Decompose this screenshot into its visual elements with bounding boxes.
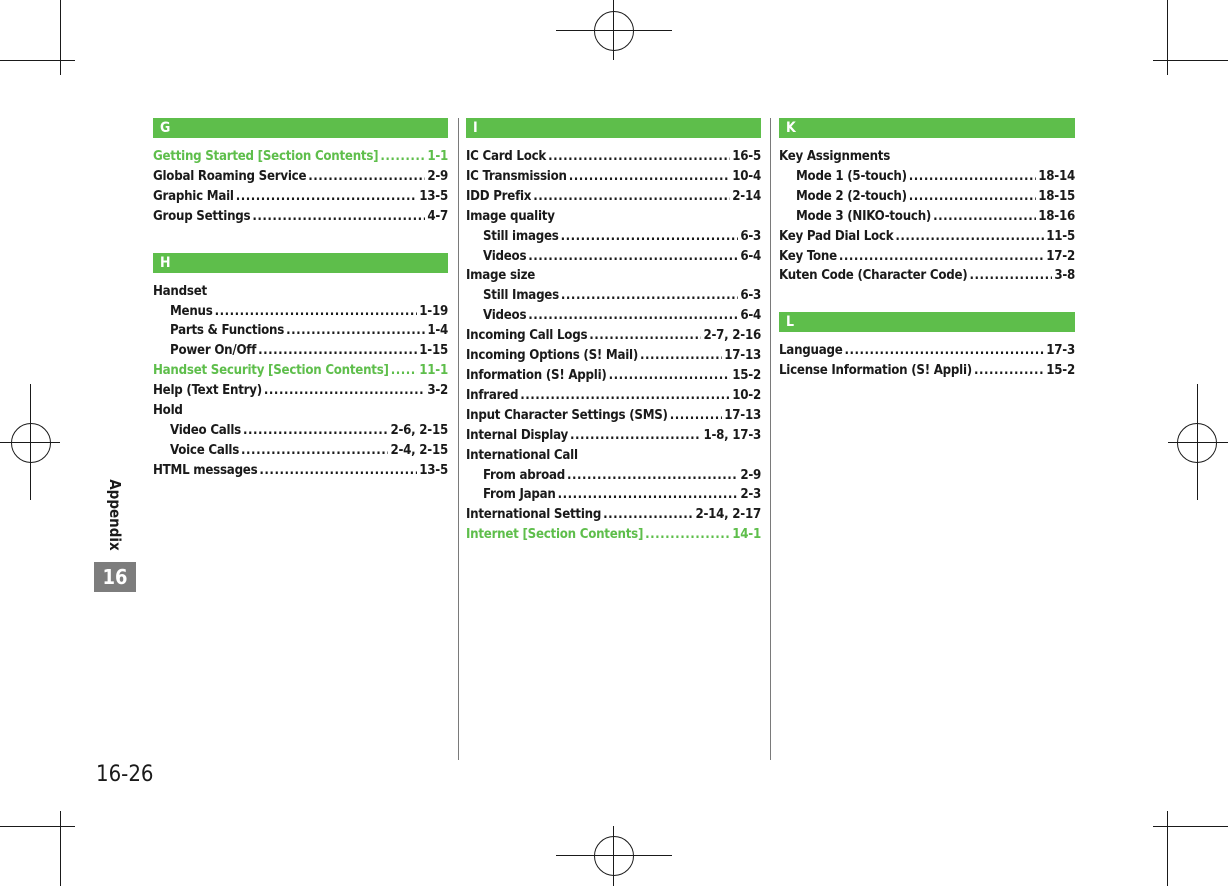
index-column-3	[779, 118, 1075, 381]
entry-label: Videos	[483, 308, 527, 324]
entry-label: Menus	[170, 303, 213, 319]
entry-page-ref: 17-3	[1046, 343, 1075, 359]
entry-page-ref: 18-16	[1038, 208, 1075, 224]
index-entry	[466, 167, 761, 187]
entry-page-ref: 17-2	[1046, 248, 1075, 264]
entry-page-ref: 13-5	[419, 462, 448, 478]
index-entry	[466, 485, 761, 505]
entry-label: International Setting	[466, 507, 602, 523]
section-spacer	[779, 286, 1075, 312]
dot-leader	[909, 187, 1037, 203]
dot-leader	[895, 227, 1044, 243]
entry-page-ref: 18-15	[1038, 188, 1075, 204]
entry-label: Key Assignments	[779, 149, 891, 164]
dot-leader	[520, 386, 730, 402]
index-entry	[466, 286, 761, 306]
index-link-entry[interactable]	[153, 147, 448, 167]
entry-label: Global Roaming Service	[153, 168, 307, 184]
index-link-entry[interactable]	[153, 361, 448, 381]
dot-leader	[569, 167, 731, 183]
page-number: 16-26	[96, 762, 154, 787]
index-entry	[153, 461, 448, 481]
entry-label: Internal Display	[466, 427, 568, 443]
entry-label: Help (Text Entry)	[153, 383, 262, 399]
entry-page-ref: 14-1	[732, 527, 761, 543]
dot-leader	[589, 326, 701, 342]
entry-page-ref: 6-4	[740, 308, 761, 324]
dot-leader	[558, 485, 739, 501]
dot-leader	[264, 381, 425, 397]
entry-label: Handset	[153, 283, 207, 299]
index-entry	[466, 187, 761, 207]
entry-page-ref: 1-1	[427, 149, 448, 164]
dot-leader	[243, 421, 388, 437]
dot-leader	[308, 167, 425, 183]
dot-leader	[609, 366, 731, 382]
dot-leader	[670, 406, 723, 422]
dot-leader	[533, 187, 730, 203]
dot-leader	[528, 306, 738, 322]
entry-label: Still images	[483, 228, 559, 244]
column-divider	[770, 118, 771, 760]
section-spacer	[153, 227, 448, 253]
entry-label: From abroad	[483, 467, 566, 483]
index-group-heading	[466, 207, 761, 227]
entry-page-ref: 10-4	[732, 168, 761, 184]
entry-label: Incoming Options (S! Mail)	[466, 348, 639, 364]
entry-page-ref: 2-9	[740, 467, 761, 483]
entry-page-ref: 2-14	[732, 188, 761, 204]
dot-leader	[528, 247, 738, 263]
index-entry	[466, 466, 761, 486]
dot-leader	[236, 187, 418, 203]
entry-label: License Information (S! Appli)	[779, 363, 972, 379]
section-header-h: H	[153, 253, 448, 273]
index-column-2	[466, 118, 761, 545]
entry-page-ref: 3-8	[1054, 268, 1075, 284]
entry-label: Video Calls	[170, 422, 241, 438]
index-entry	[153, 341, 448, 361]
entry-page-ref: 1-4	[427, 323, 448, 339]
dot-leader	[391, 361, 418, 377]
dot-leader	[603, 505, 693, 521]
index-entry	[466, 247, 761, 267]
entry-page-ref: 2-7, 2-16	[703, 328, 761, 344]
entry-page-ref: 1-8, 17-3	[703, 427, 761, 443]
dot-leader	[839, 247, 1044, 263]
entry-label: From Japan	[483, 487, 556, 503]
entry-label: Hold	[153, 403, 183, 419]
entry-page-ref: 1-15	[419, 343, 448, 359]
index-entry	[466, 505, 761, 525]
dot-leader	[258, 341, 417, 357]
entry-page-ref: 11-5	[1046, 228, 1075, 244]
section-header-i: I	[466, 118, 761, 138]
section-header-g: G	[153, 118, 448, 138]
entry-label: Information (S! Appli)	[466, 367, 607, 383]
entry-label: Mode 3 (NIKO-touch)	[796, 208, 932, 224]
index-entry	[466, 386, 761, 406]
index-group-heading	[779, 147, 1075, 167]
entry-page-ref: 4-7	[427, 208, 448, 224]
index-entry	[779, 247, 1075, 267]
index-entry	[779, 266, 1075, 286]
index-entry	[153, 207, 448, 227]
index-entry	[466, 306, 761, 326]
entry-page-ref: 2-6, 2-15	[390, 422, 448, 438]
entry-label: Mode 1 (5-touch)	[796, 168, 907, 184]
section-header-l: L	[779, 312, 1075, 332]
entry-page-ref: 2-9	[427, 168, 448, 184]
entry-page-ref: 2-4, 2-15	[390, 442, 448, 458]
entry-page-ref: 17-13	[724, 407, 761, 423]
entry-label: IC Card Lock	[466, 149, 547, 164]
index-entry	[466, 227, 761, 247]
index-group-heading	[153, 401, 448, 421]
entry-label: Power On/Off	[170, 343, 257, 359]
entry-label: HTML messages	[153, 462, 258, 478]
dot-leader	[567, 466, 738, 482]
entry-page-ref: 6-3	[740, 228, 761, 244]
index-entry	[153, 302, 448, 322]
dot-leader	[241, 441, 388, 457]
dot-leader	[286, 321, 425, 337]
entry-label: Kuten Code (Character Code)	[779, 268, 968, 284]
entry-page-ref: 15-2	[1046, 363, 1075, 379]
dot-leader	[974, 361, 1044, 377]
index-entry	[779, 167, 1075, 187]
dot-leader	[215, 302, 418, 318]
entry-label: International Call	[466, 447, 578, 463]
entry-label: Image size	[466, 268, 536, 284]
index-entry	[153, 167, 448, 187]
dot-leader	[640, 346, 722, 362]
appendix-side-label	[100, 470, 130, 560]
entry-label: Mode 2 (2-touch)	[796, 188, 907, 204]
entry-page-ref: 15-2	[732, 367, 761, 383]
entry-page-ref: 3-2	[427, 383, 448, 399]
entry-label: IDD Prefix	[466, 188, 532, 204]
entry-label: Voice Calls	[170, 442, 240, 458]
entry-page-ref: 10-2	[732, 387, 761, 403]
index-entry	[466, 346, 761, 366]
entry-page-ref: 17-13	[724, 348, 761, 364]
entry-label: Internet [Section Contents]	[466, 527, 644, 543]
entry-label: Still Images	[483, 288, 559, 304]
entry-label: Key Tone	[779, 248, 837, 264]
entry-label: Image quality	[466, 208, 555, 224]
index-entry	[779, 361, 1075, 381]
entry-page-ref: 6-4	[740, 248, 761, 264]
dot-leader	[933, 207, 1036, 223]
entry-label: Incoming Call Logs	[466, 328, 588, 344]
index-entry	[153, 421, 448, 441]
index-group-heading	[153, 282, 448, 302]
appendix-label-text: Appendix	[106, 479, 124, 551]
entry-page-ref: 2-14, 2-17	[695, 507, 761, 523]
index-entry	[779, 187, 1075, 207]
dot-leader	[561, 227, 739, 243]
entry-label: Language	[779, 343, 843, 359]
entry-label: Input Character Settings (SMS)	[466, 407, 668, 423]
entry-page-ref: 13-5	[419, 188, 448, 204]
index-entry	[466, 366, 761, 386]
entry-page-ref: 2-3	[740, 487, 761, 503]
index-entry	[466, 426, 761, 446]
index-group-heading	[466, 266, 761, 286]
index-link-entry[interactable]	[466, 525, 761, 545]
dot-leader	[252, 207, 425, 223]
dot-leader	[570, 426, 702, 442]
chapter-number-tab: 16	[94, 562, 136, 592]
index-entry	[153, 441, 448, 461]
entry-label: Parts & Functions	[170, 323, 285, 339]
entry-label: Graphic Mail	[153, 188, 234, 204]
column-divider	[458, 118, 459, 760]
section-header-k: K	[779, 118, 1075, 138]
entry-label: Group Settings	[153, 208, 251, 224]
dot-leader	[645, 525, 730, 541]
index-entry	[779, 341, 1075, 361]
index-column-1	[153, 118, 448, 481]
index-entry	[779, 227, 1075, 247]
dot-leader	[969, 266, 1052, 282]
entry-label: Infrared	[466, 387, 519, 403]
index-entry	[466, 406, 761, 426]
entry-label: IC Transmission	[466, 168, 567, 184]
entry-page-ref: 1-19	[419, 303, 448, 319]
index-entry	[153, 381, 448, 401]
index-entry	[153, 321, 448, 341]
dot-leader	[561, 286, 738, 302]
entry-label: Getting Started [Section Contents]	[153, 149, 379, 164]
entry-page-ref: 18-14	[1038, 168, 1075, 184]
index-entry	[466, 326, 761, 346]
entry-page-ref: 11-1	[419, 363, 448, 379]
index-group-heading	[466, 446, 761, 466]
dot-leader	[259, 461, 417, 477]
index-entry	[153, 187, 448, 207]
entry-label: Videos	[483, 248, 527, 264]
index-entry	[466, 147, 761, 167]
dot-leader	[909, 167, 1037, 183]
index-entry	[779, 207, 1075, 227]
entry-page-ref: 6-3	[740, 288, 761, 304]
dot-leader	[380, 147, 425, 163]
entry-page-ref: 16-5	[732, 149, 761, 164]
dot-leader	[548, 147, 730, 163]
entry-label: Handset Security [Section Contents]	[153, 363, 389, 379]
entry-label: Key Pad Dial Lock	[779, 228, 894, 244]
dot-leader	[845, 341, 1045, 357]
